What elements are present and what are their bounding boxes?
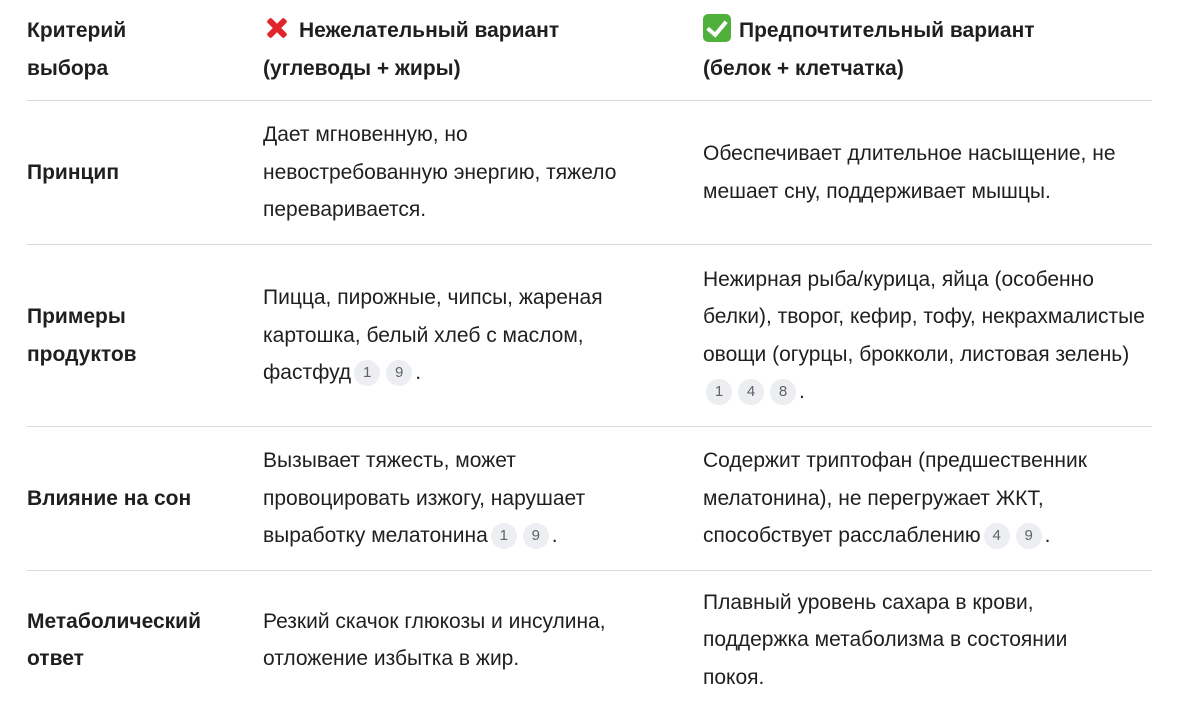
row-good-text: Нежирная рыба/курица, яйца (особенно белки), творог, кефир, тофу, некрахмалистые овощи (огурцы, брокколи, листовая зелень)	[703, 267, 1145, 366]
row-bad-text: Дает мгновенную, но невостребованную энергию, тяжело переваривается.	[263, 123, 617, 222]
header-good-subtitle: (белок + клетчатка)	[703, 57, 904, 80]
row-good-text: Обеспечивает длительное насыщение, не мешает сну, поддерживает мышцы.	[703, 142, 1116, 203]
row-bad-cell	[263, 442, 703, 555]
citation-badge[interactable]: 1	[706, 379, 732, 405]
citation-badge[interactable]: 1	[354, 360, 380, 386]
cross-mark-icon	[263, 14, 291, 42]
row-bad-cell	[263, 116, 703, 229]
row-criterion: Метаболический ответ	[27, 609, 201, 670]
header-bad-title: Нежелательный вариант	[299, 19, 560, 42]
citation-badge[interactable]: 9	[1016, 523, 1042, 549]
row-bad-cell	[263, 279, 703, 392]
check-mark-icon	[703, 14, 731, 42]
citation-badge[interactable]: 4	[738, 379, 764, 405]
citation-badge[interactable]: 8	[770, 379, 796, 405]
table-row	[27, 571, 1152, 709]
punctuation: .	[1044, 524, 1051, 548]
citation-badge[interactable]: 9	[386, 360, 412, 386]
table-row	[27, 101, 1152, 245]
row-bad-text: Пицца, пирожные, чипсы, жареная картошка, белый хлеб с маслом, фастфуд	[263, 286, 603, 385]
header-good-title: Предпочтительный вариант	[739, 19, 1035, 42]
header-good	[703, 12, 1152, 88]
row-good-text: Плавный уровень сахара в крови, поддержка метаболизма в состоянии покоя.	[703, 590, 1068, 689]
table-row	[27, 427, 1152, 571]
header-criterion	[27, 12, 177, 88]
row-bad-text: Резкий скачок глюкозы и инсулина, отложение избытка в жир.	[263, 609, 606, 670]
row-good-cell	[703, 135, 1152, 210]
punctuation: .	[551, 524, 558, 548]
row-criterion: Влияние на сон	[27, 486, 192, 510]
row-good-cell	[703, 261, 1152, 411]
comparison-table	[27, 0, 1152, 709]
citation-badge[interactable]: 4	[984, 523, 1010, 549]
header-bad-subtitle: (углеводы + жиры)	[263, 57, 461, 80]
row-criterion: Принцип	[27, 160, 120, 184]
punctuation: .	[415, 361, 422, 385]
row-good-text: Содержит триптофан (предшественник мелатонина), не перегружает ЖКТ, способствует расслаблению	[703, 449, 1087, 548]
table-header-row	[27, 0, 1152, 101]
row-good-cell	[703, 442, 1152, 555]
punctuation: .	[799, 380, 805, 403]
row-criterion: Примеры продуктов	[27, 305, 137, 366]
row-bad-cell	[263, 603, 703, 678]
table-row	[27, 245, 1152, 427]
header-bad	[263, 12, 703, 88]
row-good-cell	[703, 584, 1152, 697]
citation-badge[interactable]: 1	[491, 523, 517, 549]
row-bad-text: Вызывает тяжесть, может провоцировать изжогу, нарушает выработку мелатонина	[263, 449, 586, 548]
header-criterion-label: Критерий выбора	[27, 19, 127, 80]
citation-badge[interactable]: 9	[523, 523, 549, 549]
